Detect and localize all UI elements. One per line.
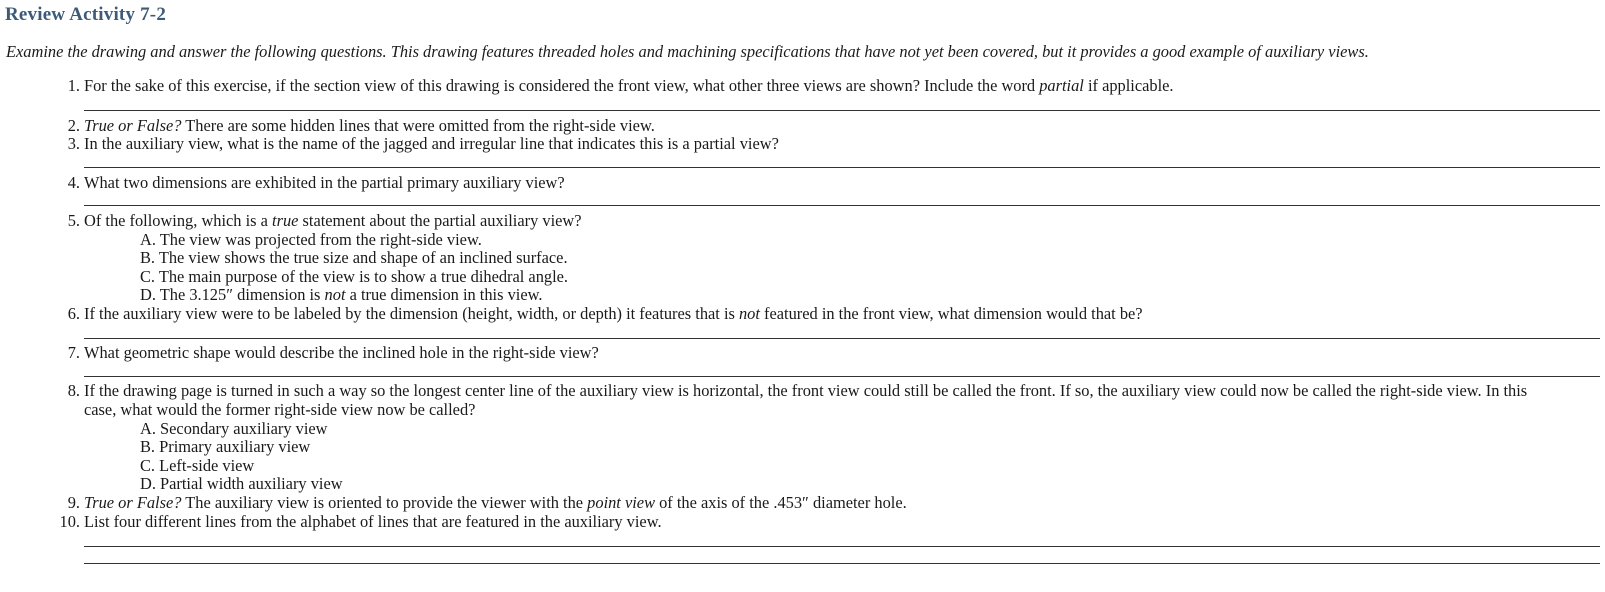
question-text: Of the following, which is a true statement about the partial auxiliary view?	[84, 211, 582, 230]
question-number: 8.	[67, 381, 80, 400]
question-number: 1.	[67, 76, 80, 95]
q5-option-c[interactable]: C. The main purpose of the view is to show a true dihedral angle.	[140, 267, 569, 286]
q5-option-a[interactable]: A. The view was projected from the right-side view.	[140, 230, 482, 249]
q8-option-d[interactable]: D. Partial width auxiliary view	[140, 474, 343, 493]
q8-option-a[interactable]: A. Secondary auxiliary view	[140, 419, 328, 438]
question-number: 5.	[67, 211, 80, 230]
answer-line-q1[interactable]	[84, 110, 1600, 111]
answer-line-q10-2[interactable]	[84, 563, 1600, 564]
question-text: What two dimensions are exhibited in the partial primary auxiliary view?	[84, 173, 565, 192]
question-8-continuation: case, what would the former right-side view now be called?	[84, 400, 476, 419]
answer-line-q4[interactable]	[84, 205, 1600, 206]
question-text: True or False? There are some hidden lines that were omitted from the right-side view.	[84, 116, 655, 135]
question-text: In the auxiliary view, what is the name of the jagged and irregular line that indicates this is a partial view?	[84, 134, 779, 153]
question-text: List four different lines from the alphabet of lines that are featured in the auxiliary view.	[84, 512, 662, 531]
question-number: 3.	[67, 134, 80, 153]
question-number: 10.	[59, 512, 80, 531]
intro-instructions: Examine the drawing and answer the following questions. This drawing features threaded holes and machining specifications that have not yet been covered, but it provides a good example of auxiliary views.	[6, 42, 1369, 61]
question-number: 6.	[67, 304, 80, 323]
answer-line-q7[interactable]	[84, 376, 1600, 377]
page-title: Review Activity 7-2	[5, 4, 167, 25]
question-text: For the sake of this exercise, if the section view of this drawing is considered the front view, what other three views are shown? Include the word partial if applicable.	[84, 76, 1174, 95]
answer-line-q6[interactable]	[84, 338, 1600, 339]
question-number: 9.	[67, 493, 80, 512]
q8-option-c[interactable]: C. Left-side view	[140, 456, 255, 475]
question-text: What geometric shape would describe the inclined hole in the right-side view?	[84, 343, 599, 362]
question-text: If the auxiliary view were to be labeled by the dimension (height, width, or depth) it features that is not featured in the front view, what dimension would that be?	[84, 304, 1143, 323]
question-number: 2.	[67, 116, 80, 135]
q5-option-d[interactable]: D. The 3.125″ dimension is not a true dimension in this view.	[140, 285, 543, 304]
q8-option-b[interactable]: B. Primary auxiliary view	[140, 437, 311, 456]
question-number: 4.	[67, 173, 80, 192]
question-text: If the drawing page is turned in such a way so the longest center line of the auxiliary view is horizontal, the front view could still be called the front. If so, the auxiliary view could now be called the right-side view. In this	[84, 381, 1528, 400]
q5-option-b[interactable]: B. The view shows the true size and shape of an inclined surface.	[140, 248, 568, 267]
answer-line-q3[interactable]	[84, 167, 1600, 168]
question-text: True or False? The auxiliary view is oriented to provide the viewer with the point view of the axis of the .453″ diameter hole.	[84, 493, 907, 512]
question-number: 7.	[67, 343, 80, 362]
answer-line-q10-1[interactable]	[84, 546, 1600, 547]
